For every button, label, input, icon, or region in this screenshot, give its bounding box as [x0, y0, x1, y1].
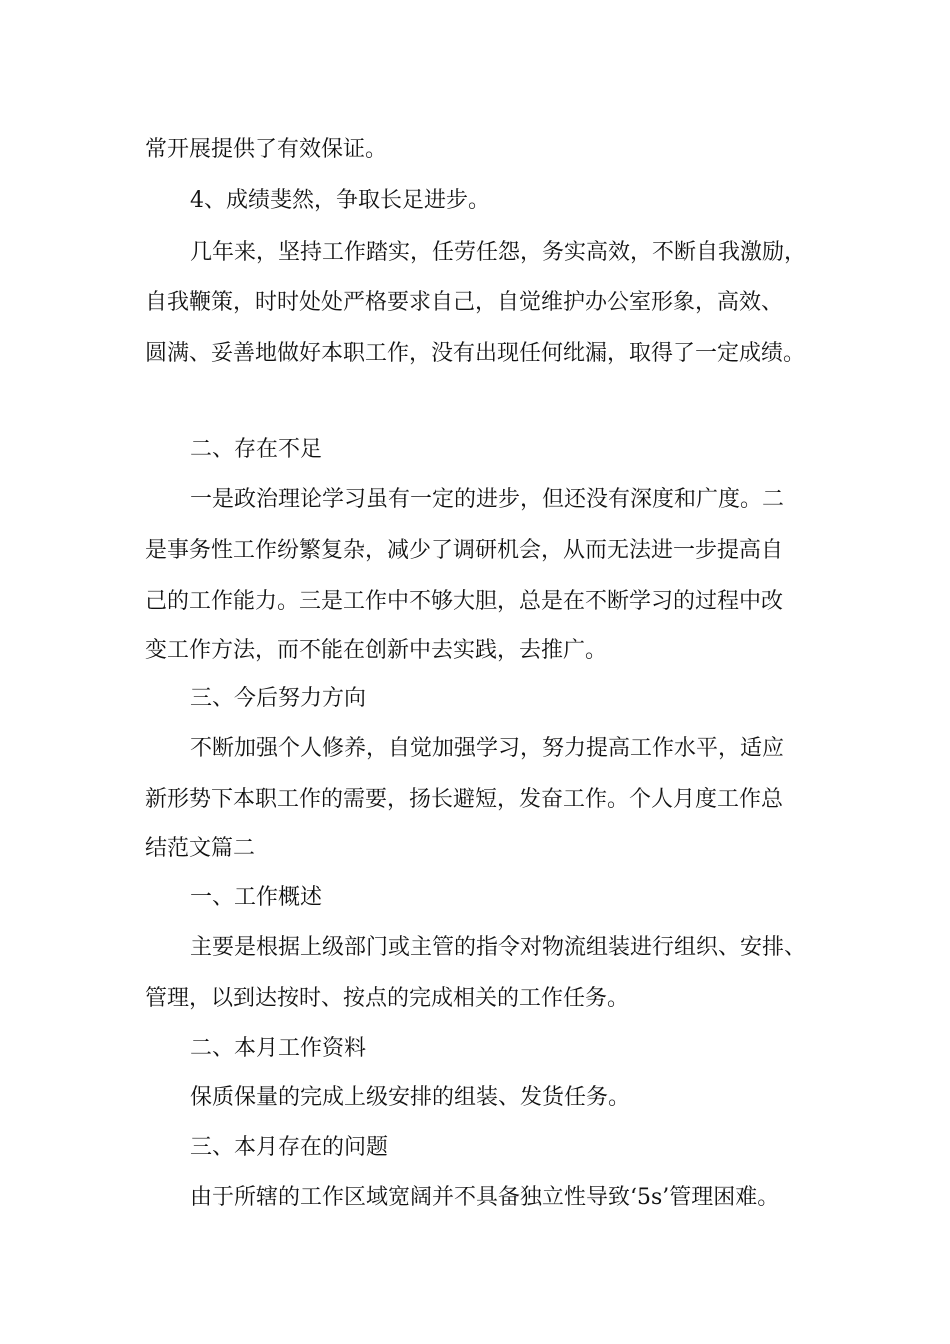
text-line: 己的工作能力。三是工作中不够大胆，总是在不断学习的过程中改: [145, 589, 784, 614]
section-heading: 二、本月工作资料: [190, 1036, 367, 1061]
section-heading: 三、本月存在的问题: [190, 1135, 389, 1160]
section-heading: 4、成绩斐然，争取长足进步。: [190, 188, 490, 213]
text-line: 是事务性工作纷繁复杂，减少了调研机会，从而无法进一步提高自: [145, 538, 784, 563]
text-line: 不断加强个人修养，自觉加强学习，努力提高工作水平，适应: [190, 736, 785, 761]
section-heading: 三、今后努力方向: [190, 686, 367, 711]
text-line: 变工作方法，而不能在创新中去实践，去推广。: [145, 638, 608, 663]
text-line: 管理，以到达按时、按点的完成相关的工作任务。: [145, 986, 630, 1011]
text-line: 结范文篇二: [145, 836, 256, 861]
text-line: 保质保量的完成上级安排的组装、发货任务。: [190, 1085, 631, 1110]
text-line: 主要是根据上级部门或主管的指令对物流组装进行组织、安排、: [190, 935, 807, 960]
text-line: 圆满、妥善地做好本职工作，没有出现任何纰漏，取得了一定成绩。: [145, 341, 806, 366]
text-line: 自我鞭策，时时处处严格要求自己，自觉维护办公室形象，高效、: [145, 290, 784, 315]
section-heading: 二、存在不足: [190, 437, 323, 462]
text-line: 新形势下本职工作的需要，扬长避短，发奋工作。个人月度工作总: [145, 787, 784, 812]
text-line: 由于所辖的工作区域宽阔并不具备独立性导致‘5s’管理困难。: [190, 1185, 780, 1210]
text-line: 一是政治理论学习虽有一定的进步，但还没有深度和广度。二: [190, 487, 785, 512]
text-line: 常开展提供了有效保证。: [145, 137, 388, 162]
text-line: 几年来，坚持工作踏实，任劳任怨，务实高效，不断自我激励，: [190, 240, 807, 265]
section-heading: 一、工作概述: [190, 885, 323, 910]
